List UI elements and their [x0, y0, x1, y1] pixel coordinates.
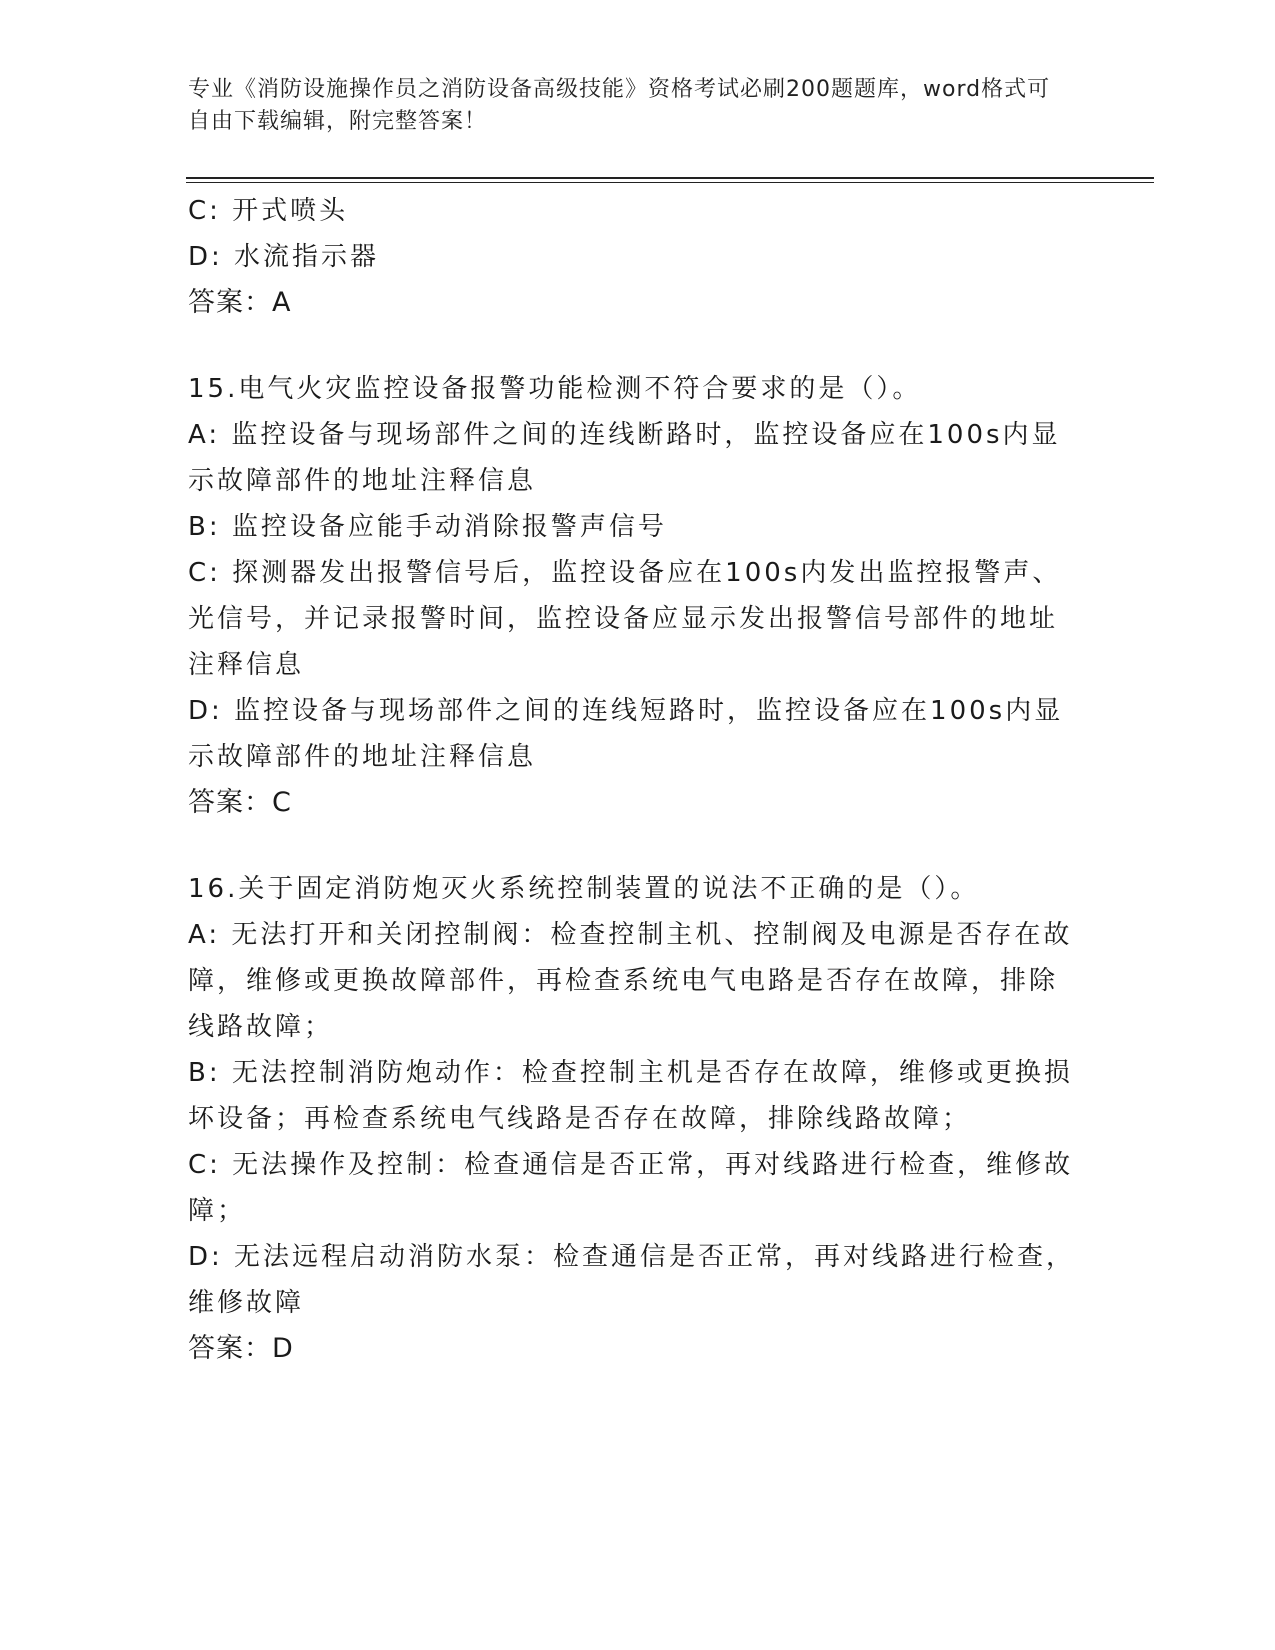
header-divider — [186, 177, 1154, 179]
document-header: 专业《消防设施操作员之消防设备高级技能》资格考试必刷200题题库，word格式可自由下载编辑，附完整答案！ — [188, 77, 1051, 134]
answer: 答案：C — [188, 787, 292, 818]
option-d: D: 监控设备与现场部件之间的连线短路时，监控设备应在100s内显示故障部件的地址注释信息 — [188, 696, 1064, 772]
option-a: A: 无法打开和关闭控制阀：检查控制主机、控制阀及电源是否存在故障，维修或更换故障部件，再检查系统电气电路是否存在故障，排除线路故障； — [188, 920, 1073, 1042]
option-c: C: 探测器发出报警信号后，监控设备应在100s内发出监控报警声、光信号，并记录报警时间，监控设备应显示发出报警信号部件的地址注释信息 — [188, 558, 1062, 680]
option-d: D: 水流指示器 — [188, 242, 380, 272]
option-a: A: 监控设备与现场部件之间的连线断路时，监控设备应在100s内显示故障部件的地址注释信息 — [188, 420, 1061, 496]
option-b: B: 无法控制消防炮动作：检查控制主机是否存在故障，维修或更换损坏设备；再检查系统电气线路是否存在故障，排除线路故障； — [188, 1058, 1073, 1134]
question-stem: 15.电气火灾监控设备报警功能检测不符合要求的是（）。 — [188, 374, 922, 404]
option-b: B: 监控设备应能手动消除报警声信号 — [188, 512, 667, 542]
question-content — [188, 188, 1078, 1372]
question-15 — [188, 366, 1078, 826]
answer: 答案：D — [188, 1333, 294, 1364]
option-c: C: 开式喷头 — [188, 196, 349, 226]
answer: 答案：A — [188, 287, 292, 318]
question-stem: 16.关于固定消防炮灭火系统控制装置的说法不正确的是（）。 — [188, 874, 980, 904]
question-16 — [188, 866, 1078, 1372]
option-d: D: 无法远程启动消防水泵：检查通信是否正常，再对线路进行检查，维修故障 — [188, 1242, 1076, 1318]
option-c: C: 无法操作及控制：检查通信是否正常，再对线路进行检查，维修故障； — [188, 1150, 1074, 1226]
header-divider-thin — [186, 182, 1154, 183]
